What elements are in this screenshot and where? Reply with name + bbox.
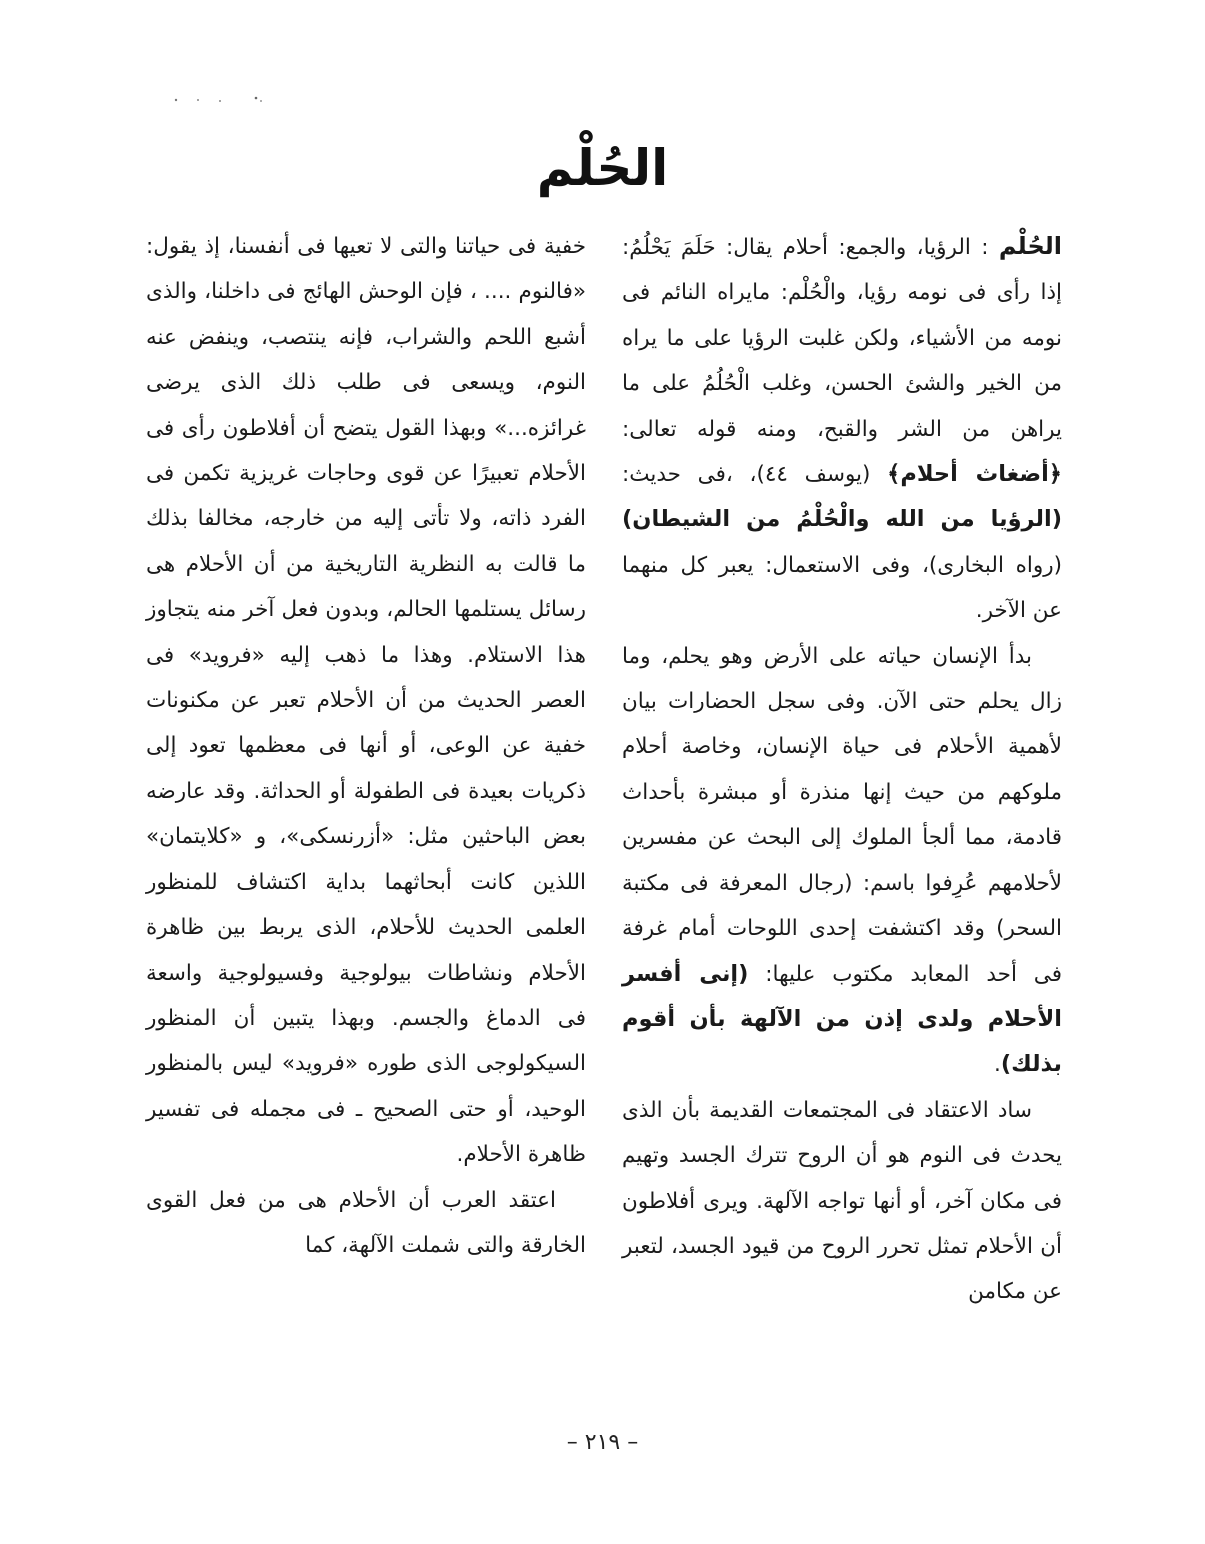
quran-quote: ﴿أضغاث أحلام﴾ <box>887 461 1062 488</box>
tablet-inscription-quote: (إنى أفسر الأحلام ولدى إذن من الآلهة بأن أقوم بذلك) <box>622 960 1062 1078</box>
entry-separator: : <box>970 235 999 260</box>
quote-reference: (يوسف ٤٤)، ،فى حديث: <box>622 462 888 488</box>
page-number: – ٢١٩ – <box>566 1430 639 1455</box>
paragraph-plato-freud: خفية فى حياتنا والتى لا تعيها فى أنفسنا، إذ يقول: «فالنوم .... ، فإن الوحش الهائج فى داخلنا، والذى أشبع اللحم والشراب، فإنه ينتصب، وينفض عنه النوم، ويسعى فى طلب ذلك الذى يرضى غرائزه...» وبهذا القول يتضح أن أفلاطون رأى فى الأحلام تعبيرًا عن قوى وحاجات غريزية تكمن فى الفرد ذاته، ولا تأتى إليه من خارجه، مخالفا بذلك ما قالت به النظرية التاريخية من أن الأحلام هى رسائل يستلمها الحالم، وبدون فعل آخر منه يتجاوز هذا الاستلام. وهذا ما ذهب إليه «فرويد» فى العصر الحديث من أن الأحلام تعبر عن مكنونات خفية عن الوعى، أو أنها فى معظمها تعود إلى ذكريات بعيدة فى الطفولة أو الحداثة. وقد عارضه بعض الباحثين مثل: «أزرنسكى»، و «كلايتمان» اللذين كانت أبحاثهما بداية اكتشاف للمنظور العلمى الحديث للأحلام، الذى يربط بين ظاهرة الأحلام ونشاطات بيولوجية وفسيولوجية واسعة فى الدماغ والجسم. وبهذا يتبين أن المنظور السيكولوجى الذى طوره «فرويد» ليس بالمنظور الوحيد، أو حتى الصحيح ـ فى مجمله فى تفسير ظاهرة الأحلام. <box>146 234 586 1168</box>
definition-text: الرؤيا، والجمع: أحلام يقال: حَلَمَ يَحْلُمُ: إذا رأى فى نومه رؤيا، والْحُلْم: مايراه النائم فى نومه من الأشياء، ولكن غلبت الرؤيا على ما يراه من الخير والشئ الحسن، وغلب الْحُلُمُ على ما يراهن من الشر والقبح، ومنه قوله تعالى: <box>622 235 1062 442</box>
right-column <box>622 224 1062 1315</box>
paragraph-definition <box>622 224 1062 634</box>
hadith-reference: (رواه البخارى)، وفى الاستعمال: يعبر كل منهما عن الآخر. <box>622 552 1062 624</box>
page-title: الحُلْم <box>536 139 669 197</box>
paragraph-ancient-belief: ساد الاعتقاد فى المجتمعات القديمة بأن الذى يحدث فى النوم هو أن الروح تترك الجسد وتهيم فى مكان آخر، أو أنها تواجه الآلهة. ويرى أفلاطون أن الأحلام تمثل تحرر الروح من قيود الجسد، لتعبر عن مكامن <box>622 1097 1062 1305</box>
paragraph-arabs-belief: اعتقد العرب أن الأحلام هى من فعل القوى الخارقة والتى شملت الآلهة، كما <box>146 1187 586 1258</box>
history-text: بدأ الإنسان حياته على الأرض وهو يحلم، وما زال يحلم حتى الآن. وفى سجل الحضارات بيان لأهمية الأحلام فى حياة الإنسان، وخاصة أحلام ملوكهم من حيث إنها منذرة أو مبشرة بأحداث قادمة، مما ألجأ الملوك إلى البحث عن مفسرين لأحلامهم عُرِفوا باسم: (رجال المعرفة فى مكتبة السحر) وقد اكتشفت إحدى اللوحات أمام غرفة فى أحد المعابد مكتوب عليها: <box>622 643 1062 987</box>
scan-specks <box>170 92 270 106</box>
history-end: . <box>994 1052 1001 1078</box>
paragraph-history <box>622 634 1062 1088</box>
left-column <box>146 224 586 1268</box>
hadith-quote: (الرؤيا من الله والْحُلْمُ من الشيطان) <box>622 506 1062 533</box>
entry-term: الحُلْم <box>998 232 1062 260</box>
